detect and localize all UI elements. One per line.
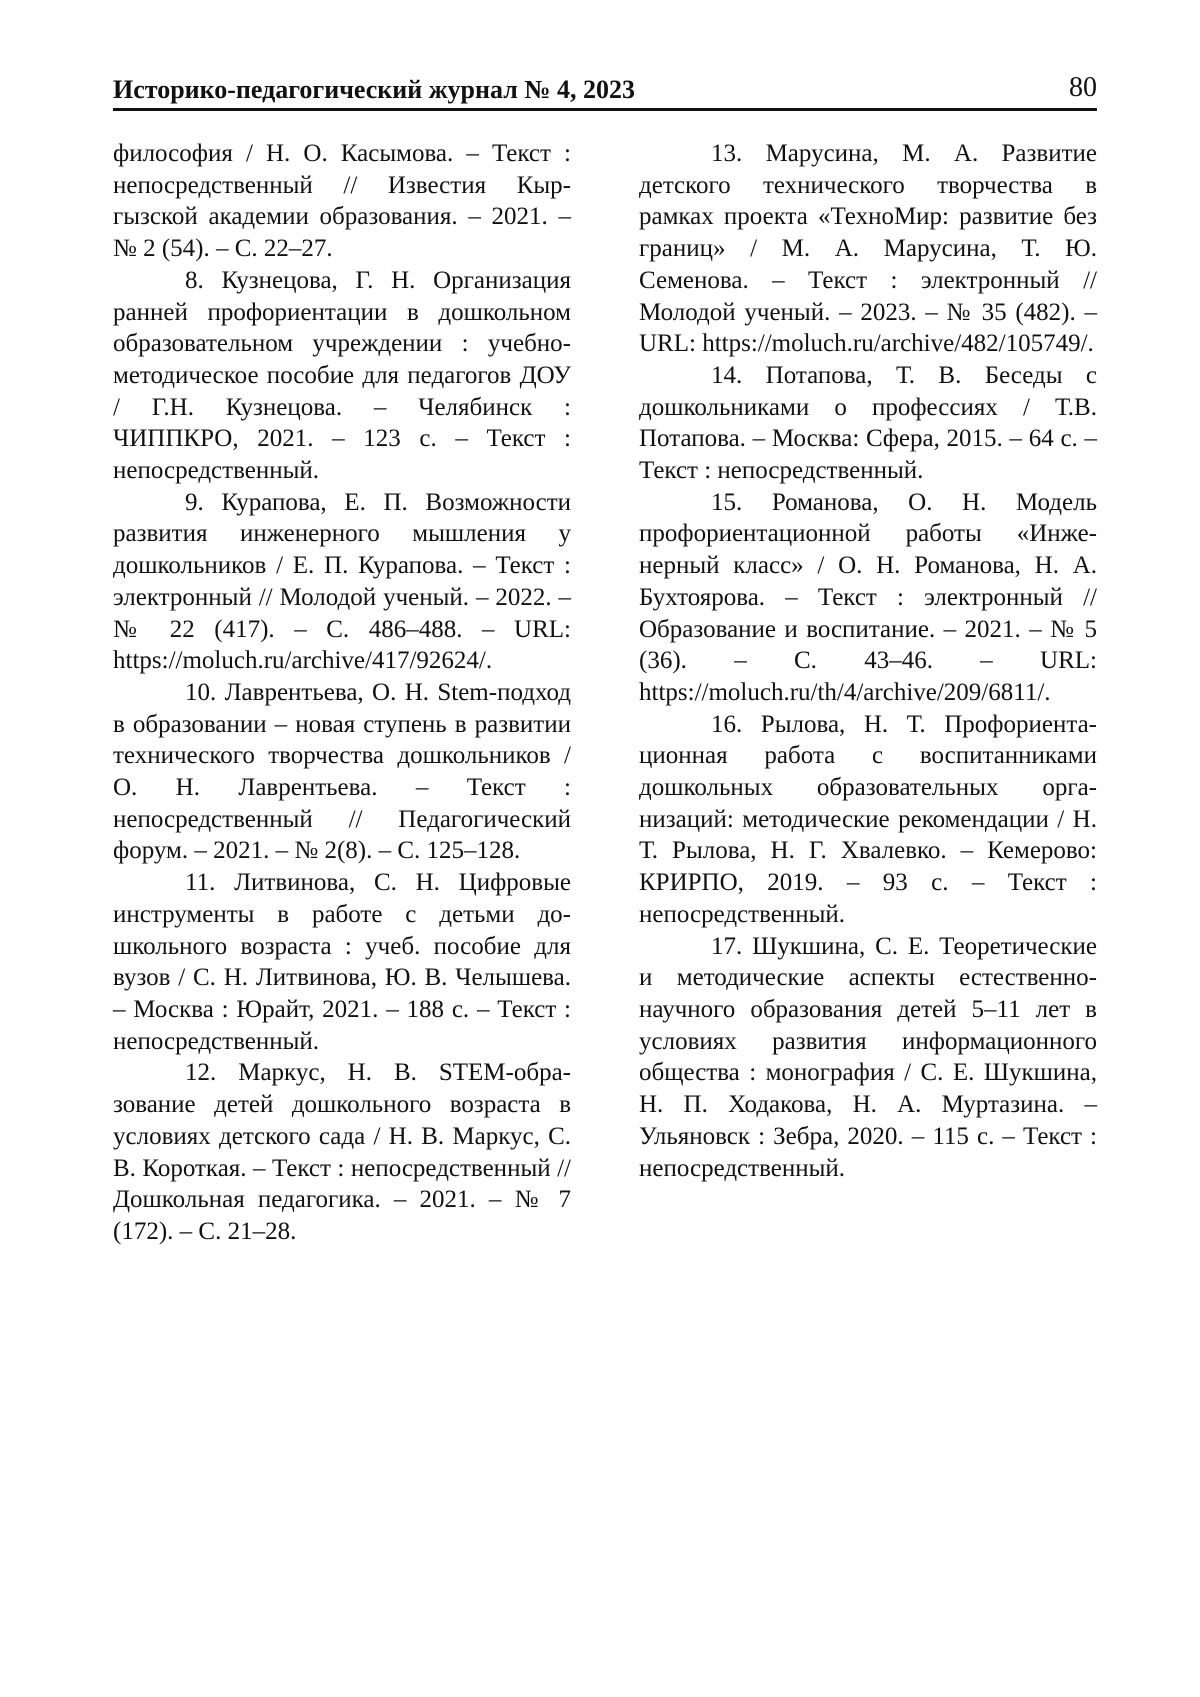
reference-12: 12. Маркус, Н. В. STEM-образование детей дошкольного возраста в условиях детского сада / Н. В. Маркус, С. В. Короткая. – Текст : непосредственный // Дошкольная педагогика. – 2021. – № 7 (172). – С. 21–28.	[113, 1059, 571, 1245]
reference-11: 11. Литвинова, С. Н. Цифровые инструменты в работе с детьми дошкольного возраста : учеб. пособие для вузов / С. Н. Литвинова, Ю. В. Челышева. – Москва : Юрайт, 2021. – 188 с. – Текст : непосредственный.	[113, 869, 571, 1055]
page-number: 80	[1069, 72, 1097, 103]
reference-14: 14. Потапова, Т. В. Беседы с дошкольниками о профессиях / Т.В. Потапова. – Москва: Сфера, 2015. – 64 с. – Текст : непосредственный.	[639, 361, 1097, 485]
reference-17: 17. Шукшина, С. Е. Теоретические и методические аспекты естественно-научного образования детей 5–11 лет в условиях развития информационного общества : монография / С. Е. Шукшина, Н. П. Ходакова, Н. А. Муртазина. – Ульяновск : Зебра, 2020. – 115 с. – Текст : непосредственный.	[639, 932, 1097, 1182]
journal-title: Историко-педагогический журнал № 4, 2023	[113, 75, 635, 104]
right-column	[639, 138, 1097, 1184]
left-column	[113, 138, 571, 1248]
reference-16: 16. Рылова, Н. Т. Профориентационная работа с воспитанниками дошкольных образовательных организаций: методические рекомендации / Н. Т. Рылова, Н. Г. Хвалевко. – Кемерово: КРИРПО, 2019. – 93 с. – Текст : непосредственный.	[639, 710, 1097, 928]
reference-10: 10. Лаврентьева, О. Н. Stem-подход в образовании – новая ступень в развитии технического творчества дошкольников / О. Н. Лаврентьева. – Текст : непосредственный // Педагогический форум. – 2021. – № 2(8). – С. 125–128.	[113, 678, 571, 865]
page-header	[113, 72, 1097, 111]
reference-8: 8. Кузнецова, Г. Н. Организация ранней профориентации в дошкольном образовательном учреждении : учебно-методическое пособие для педагогов ДОУ / Г.Н. Кузнецова. – Челябинск : ЧИППКРО, 2021. – 123 с. – Текст : непосредственный.	[113, 266, 571, 485]
reference-9: 9. Курапова, Е. П. Возможности развития инженерного мышления у дошкольников / Е. П. Курапова. – Текст : электронный // Молодой ученый. – 2022. – № 22 (417). – С. 486–488. – URL: https://moluch.ru/archive/417/92624/.	[113, 488, 571, 675]
reference-15: 15. Романова, О. Н. Модель профориентационной работы «Инженерный класс» / О. Н. Романова, Н. А. Бухтоярова. – Текст : электронный // Образование и воспитание. – 2021. – № 5 (36). – С. 43–46. – URL: https://moluch.ru/th/4/archive/209/6811/.	[639, 488, 1097, 706]
reference-13: 13. Марусина, М. А. Развитие детского технического творчества в рамках проекта «ТехноМир: развитие без границ» / М. А. Марусина, Т. Ю. Семенова. – Текст : электронный // Молодой ученый. – 2023. – № 35 (482). – URL: https://moluch.ru/archive/482/105749/.	[639, 140, 1097, 358]
reference-7-continuation: философия / Н. О. Касымова. – Текст : непосредственный // Известия Кыргызской академии образования. – 2021. – № 2 (54). – С. 22–27.	[113, 140, 571, 263]
